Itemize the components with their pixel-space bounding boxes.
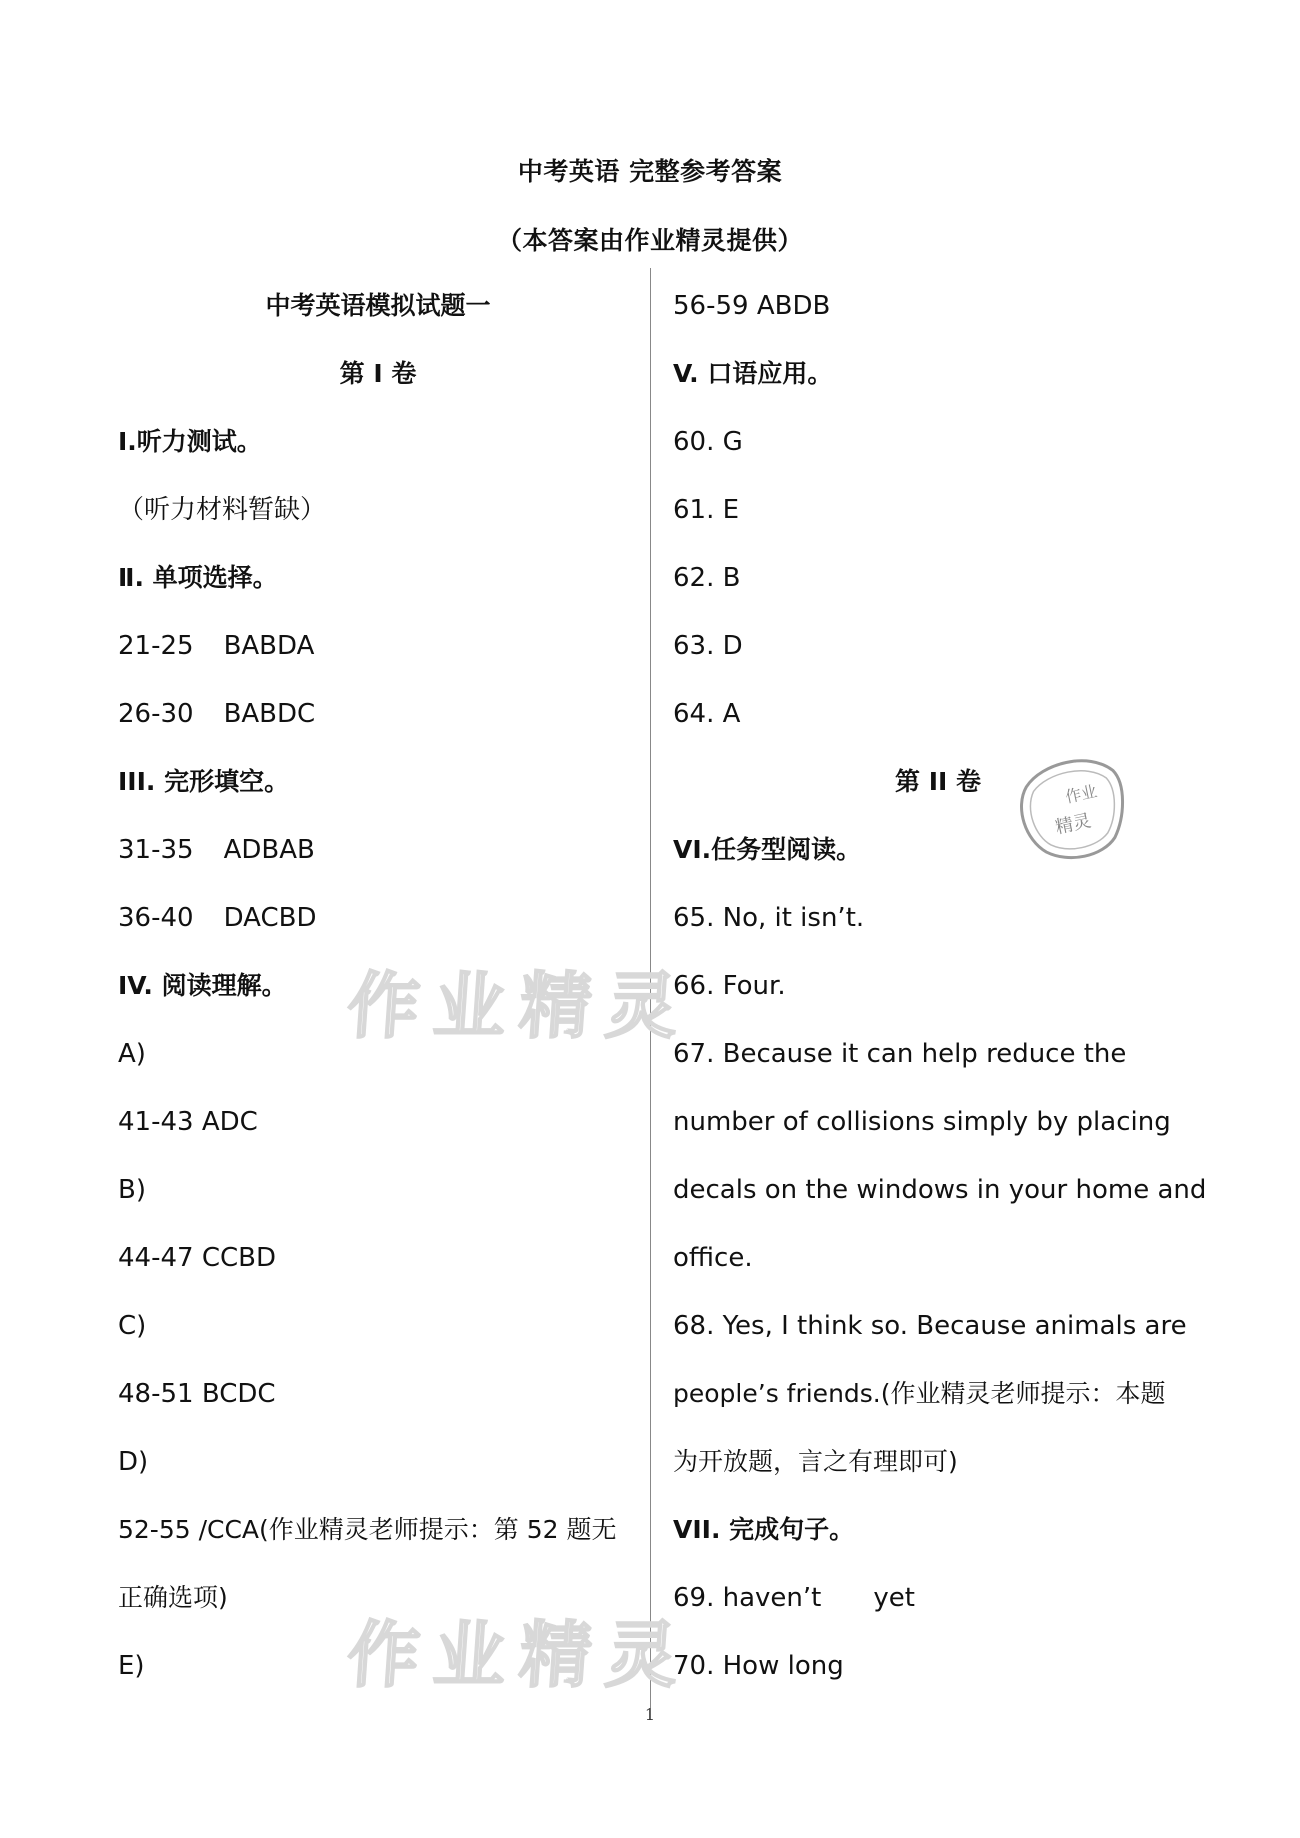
section6-heading: VI.任务型阅读。: [673, 835, 862, 864]
passage-label: D): [118, 1447, 149, 1477]
answer-row: 61. E: [673, 495, 740, 525]
answer-letters: BABDA: [223, 631, 315, 661]
answer-row: 66. Four.: [673, 971, 786, 1001]
answer-row: 41-43 ADC: [118, 1107, 258, 1137]
section2-heading: Ⅱ. 单项选择。: [118, 563, 278, 592]
section5-heading: V. 口语应用。: [673, 359, 833, 388]
answer-letters: ADBAB: [223, 835, 315, 865]
answer-row-continued: 为开放题，言之有理即可): [673, 1447, 958, 1476]
answer-row: [118, 884, 638, 952]
answer-row: 56-59 ABDB: [673, 291, 831, 321]
document-title: 中考英语 完整参考答案: [517, 157, 783, 186]
answer-range: 26-30: [118, 699, 194, 729]
answer-row: 70. How long: [673, 1651, 844, 1681]
answer-row: 60. G: [673, 427, 743, 457]
passage-label: B): [118, 1175, 146, 1205]
part2-title: 第 II 卷: [894, 767, 981, 796]
answer-text: 69. haven’t: [673, 1583, 822, 1613]
section1-heading: Ⅰ.听力测试。: [118, 427, 262, 456]
section4-heading: IV. 阅读理解。: [118, 971, 287, 1000]
brand-stamp-icon: [1012, 750, 1130, 868]
svg-text:作业: 作业: [1063, 781, 1099, 807]
right-column: [673, 272, 1207, 1700]
answer-row: [118, 816, 638, 884]
answer-row: 48-51 BCDC: [118, 1379, 276, 1409]
section3-heading: III. 完形填空。: [118, 767, 290, 796]
answer-row: 64. A: [673, 699, 741, 729]
svg-text:精灵: 精灵: [1053, 810, 1094, 839]
answer-row: 44-47 CCBD: [118, 1243, 276, 1273]
answer-row: [118, 680, 638, 748]
answer-range: 21-25: [118, 631, 194, 661]
answer-row-continued: people’s friends.(作业精灵老师提示：本题: [673, 1379, 1166, 1408]
answer-row: 65. No, it isn’t.: [673, 903, 865, 933]
answer-row: 62. B: [673, 563, 741, 593]
answer-range: 36-40: [118, 903, 194, 933]
answer-text: yet: [873, 1583, 915, 1613]
watermark-text: 作业精灵: [344, 1612, 695, 1697]
page-number: 1: [644, 1705, 656, 1724]
answer-row-continued: decals on the windows in your home and: [673, 1175, 1207, 1205]
section1-note: （听力材料暂缺）: [118, 495, 327, 525]
section7-heading: VII. 完成句子。: [673, 1515, 855, 1544]
answer-row-continued: number of collisions simply by placing: [673, 1107, 1171, 1137]
passage-label: E): [118, 1651, 145, 1681]
answer-row-continued: 正确选项): [118, 1583, 228, 1612]
answer-row: 52-55 /CCA(作业精灵老师提示：第 52 题无: [118, 1515, 617, 1544]
answer-letters: DACBD: [223, 903, 317, 933]
watermark-text: 作业精灵: [344, 963, 695, 1048]
document-subtitle: （本答案由作业精灵提供）: [496, 226, 803, 255]
answer-row: [673, 1564, 1203, 1632]
answer-row: 63. D: [673, 631, 743, 661]
answer-letters: BABDC: [223, 699, 316, 729]
passage-label: A): [118, 1039, 146, 1069]
answer-row-continued: office.: [673, 1243, 753, 1273]
part1-title: 第 I 卷: [339, 359, 417, 388]
answer-row: [118, 612, 638, 680]
exam-title: 中考英语模拟试题一: [265, 291, 491, 320]
answer-row: 68. Yes, I think so. Because animals are: [673, 1311, 1187, 1341]
answer-row: 67. Because it can help reduce the: [673, 1039, 1127, 1069]
answer-range: 31-35: [118, 835, 194, 865]
passage-label: C): [118, 1311, 147, 1341]
